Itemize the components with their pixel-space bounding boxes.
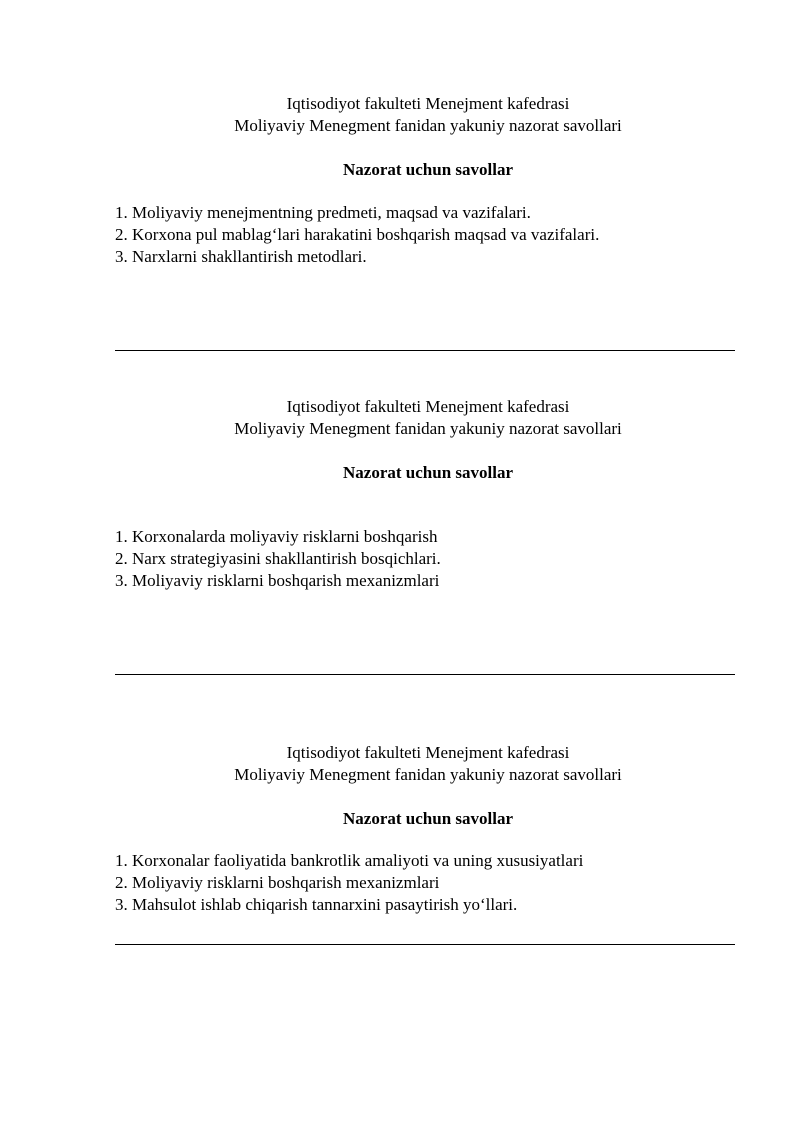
separator-line	[115, 350, 735, 351]
question-1: 1. Korxonalarda moliyaviy risklarni boshqarish	[115, 527, 438, 546]
department-title: Iqtisodiyot fakulteti Menejment kafedrasi	[286, 94, 570, 113]
questions-heading: Nazorat uchun savollar	[343, 160, 513, 179]
question-2: 2. Korxona pul mablag‘lari harakatini boshqarish maqsad va vazifalari.	[115, 225, 600, 244]
subject-title: Moliyaviy Menegment fanidan yakuniy nazorat savollari	[234, 765, 622, 784]
subject-title: Moliyaviy Menegment fanidan yakuniy nazorat savollari	[234, 419, 622, 438]
question-3: 3. Mahsulot ishlab chiqarish tannarxini pasaytirish yo‘llari.	[115, 895, 518, 914]
separator-line	[115, 944, 735, 945]
question-1: 1. Moliyaviy menejmentning predmeti, maqsad va vazifalari.	[115, 203, 531, 222]
question-1: 1. Korxonalar faoliyatida bankrotlik amaliyoti va uning xususiyatlari	[115, 851, 584, 870]
question-2: 2. Moliyaviy risklarni boshqarish mexanizmlari	[115, 873, 440, 892]
question-3: 3. Moliyaviy risklarni boshqarish mexanizmlari	[115, 571, 440, 590]
department-title: Iqtisodiyot fakulteti Menejment kafedrasi	[286, 743, 570, 762]
department-title: Iqtisodiyot fakulteti Menejment kafedrasi	[286, 397, 570, 416]
question-2: 2. Narx strategiyasini shakllantirish bosqichlari.	[115, 549, 441, 568]
questions-heading: Nazorat uchun savollar	[343, 809, 513, 828]
questions-heading: Nazorat uchun savollar	[343, 463, 513, 482]
subject-title: Moliyaviy Menegment fanidan yakuniy nazorat savollari	[234, 116, 622, 135]
separator-line	[115, 674, 735, 675]
question-3: 3. Narxlarni shakllantirish metodlari.	[115, 247, 367, 266]
